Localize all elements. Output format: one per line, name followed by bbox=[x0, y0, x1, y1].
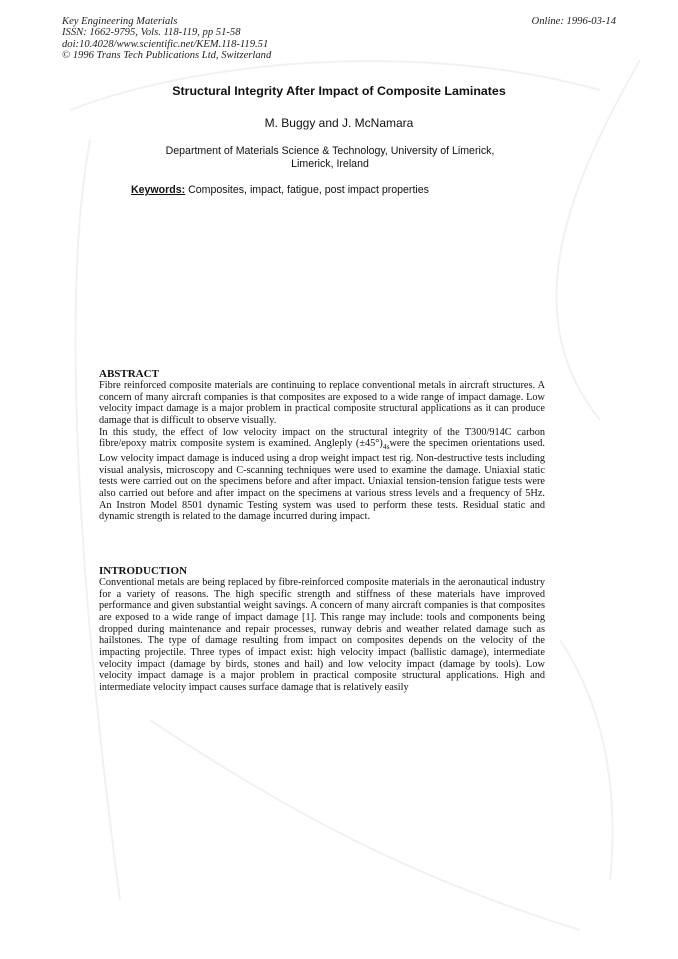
keywords-text: Composites, impact, fatigue, post impact properties bbox=[188, 184, 429, 196]
abstract-section bbox=[99, 368, 545, 523]
doi-line: doi:10.4028/www.scientific.net/KEM.118-119.51 bbox=[62, 38, 269, 50]
abstract-paragraph-2 bbox=[99, 427, 545, 523]
journal-header bbox=[62, 16, 271, 62]
abstract-paragraph-1: Fibre reinforced composite materials are continuing to replace conventional metals in aircraft structures. A concern of many aircraft companies is that composites are exposed to a wide range of impact damage. Low velocity impact damage is a major problem in practical composite structural applications as it can produce damage that is difficult to observe visually. bbox=[99, 380, 545, 426]
abstract-heading: ABSTRACT bbox=[99, 368, 159, 380]
paper-title: Structural Integrity After Impact of Composite Laminates bbox=[172, 84, 506, 98]
introduction-heading: INTRODUCTION bbox=[99, 565, 188, 577]
abstract-p2-end: were the specimen orientations used. Low velocity impact damage is induced using a drop weight impact test rig. Non-destructive tests including visual analysis, microscopy and C-scanning techniques were used to examine the damage. Uniaxial static tests were carried out on the specimens before and after impact. Uniaxial tension-tension fatigue tests were also carried out before and after impact on the specimens at various stress levels and a frequency of 5Hz. An Instron Model 8501 dynamic Testing system was used to perform these tests. Residual static and dynamic strength is related to the damage incurred during impact. bbox=[99, 438, 545, 523]
copyright-line: © 1996 Trans Tech Publications Ltd, Switzerland bbox=[62, 50, 272, 62]
abstract-p2-start: In this study, the effect of low velocity impact on the structural integrity of the T300/914C carbon fibre/epoxy matrix composite system is examined. Angleply (±45°) bbox=[99, 426, 545, 450]
introduction-paragraph-1: Conventional metals are being replaced by fibre-reinforced composite materials in the aeronautical industry for a variety of reasons. The high specific strength and stiffness of these materials have improved performance and given substantial weight savings. A concern of many aircraft companies is that composites are exposed to a wide range of impact damage [1]. This range may include: tools and components being dropped during maintenance and repair processes, runway debris and weather related damage such as hailstones. The type of damage resulting from impact on composites depends on the velocity of the impacting projectile. Three types of impact exist: high velocity impact (ballistic damage), intermediate velocity impact (damage by birds, stones and hail) and low velocity impact (damage by tools). Low velocity impact damage is a major problem in practical composite structural applications. High and intermediate velocity impact causes surface damage that is relatively easily bbox=[99, 577, 545, 693]
abstract-p2-subscript: 4s bbox=[382, 442, 390, 452]
issn-line: ISSN: 1662-9795, Vols. 118-119, pp 51-58 bbox=[62, 27, 241, 39]
online-date: Online: 1996-03-14 bbox=[531, 16, 616, 27]
keywords-line bbox=[131, 184, 429, 196]
author-affiliation bbox=[130, 145, 530, 171]
keywords-label: Keywords: bbox=[131, 184, 186, 196]
affiliation-line-2: Limerick, Ireland bbox=[291, 158, 369, 170]
introduction-section bbox=[99, 565, 545, 694]
affiliation-line-1: Department of Materials Science & Technology, University of Limerick, bbox=[165, 145, 495, 157]
paper-authors: M. Buggy and J. McNamara bbox=[264, 116, 414, 130]
journal-name: Key Engineering Materials bbox=[62, 16, 178, 27]
